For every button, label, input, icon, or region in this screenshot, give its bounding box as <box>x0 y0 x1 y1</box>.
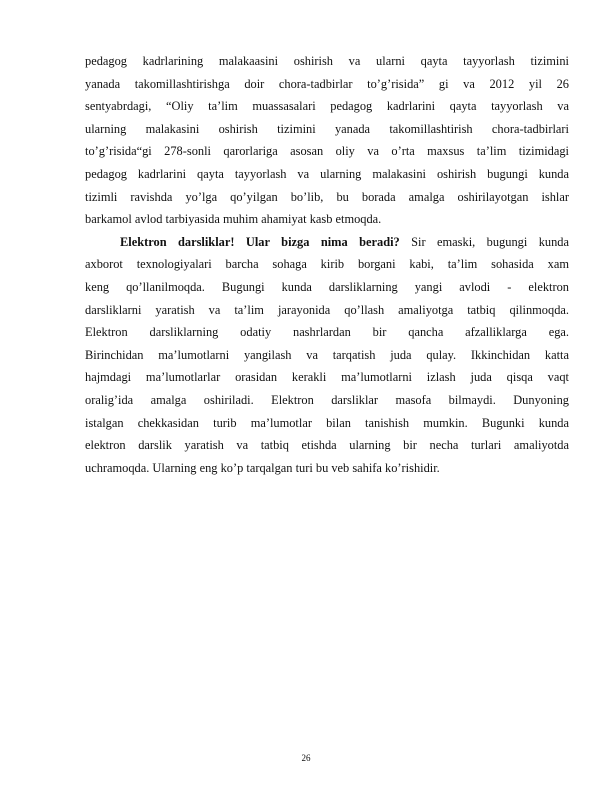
text-line: pedagog kadrlarini qayta tayyorlash va ularning malakasini oshirish bugungi kunda <box>85 166 569 181</box>
paragraph-2 <box>85 231 569 480</box>
paragraph-1 <box>85 50 569 231</box>
page-number: 26 <box>301 753 311 763</box>
text-line: to’g’risida“gi 278-sonli qarorlariga asosan oliy va o’rta maxsus ta’lim tizimidagi <box>85 144 569 159</box>
text-line: oralig’ida amalga oshiriladi. Elektron darsliklar masofa bilmaydi. Dunyoning <box>85 392 569 407</box>
text-line: darsliklarni yaratish va ta’lim jarayonida qo’llash amaliyotga tatbiq qilinmoqda. <box>85 302 569 317</box>
text-line: ularning malakasini oshirish tizimini yanada takomillashtirish chora-tadbirlari <box>85 121 569 136</box>
text-line: tizimli ravishda yo’lga qo’yilgan bo’lib, bu borada amalga oshirilayotgan ishlar <box>85 189 569 204</box>
text-line: uchramoqda. Ularning eng ko’p tarqalgan turi bu veb sahifa ko’rishidir. <box>85 460 440 475</box>
text-line: Elektron darsliklarning odatiy nashrlardan bir qancha afzalliklarga ega. <box>85 325 569 340</box>
text-line: yanada takomillashtirishga doir chora-tadbirlar to’g’risida” gi va 2012 yil 26 <box>85 76 569 91</box>
text-line: Birinchidan ma’lumotlarni yangilash va tarqatish juda qulay. Ikkinchidan katta <box>85 347 569 362</box>
section-heading: Elektron darsliklar! Ular bizga nima beradi? <box>120 234 400 249</box>
text-line: istalgan chekkasidan turib ma’lumotlar bilan tanishish mumkin. Bugunki kunda <box>85 415 569 430</box>
text-line: elektron darslik yaratish va tatbiq etishda ularning bir necha turlari amaliyotda <box>85 438 569 453</box>
paragraph-first-line <box>85 231 569 254</box>
body-text <box>85 50 569 479</box>
heading-continuation: Sir emaski, bugungi kunda <box>399 234 569 249</box>
text-line: hajmdagi ma’lumotlarlar orasidan kerakli ma’lumotlarni izlash juda qisqa vaqt <box>85 370 569 385</box>
text-line: barkamol avlod tarbiyasida muhim ahamiyat kasb etmoqda. <box>85 212 382 227</box>
text-line: pedagog kadrlarining malakaasini oshirish va ularni qayta tayyorlash tizimini <box>85 54 569 68</box>
text-line: keng qo’llanilmoqda. Bugungi kunda darsliklarning yangi avlodi - elektron <box>85 279 569 294</box>
text-line: axborot texnologiyalari barcha sohaga kirib borgani kabi, ta’lim sohasida xam <box>85 257 569 272</box>
text-line: sentyabrdagi, “Oliy ta’lim muassasalari pedagog kadrlarini qayta tayyorlash va <box>85 99 569 114</box>
